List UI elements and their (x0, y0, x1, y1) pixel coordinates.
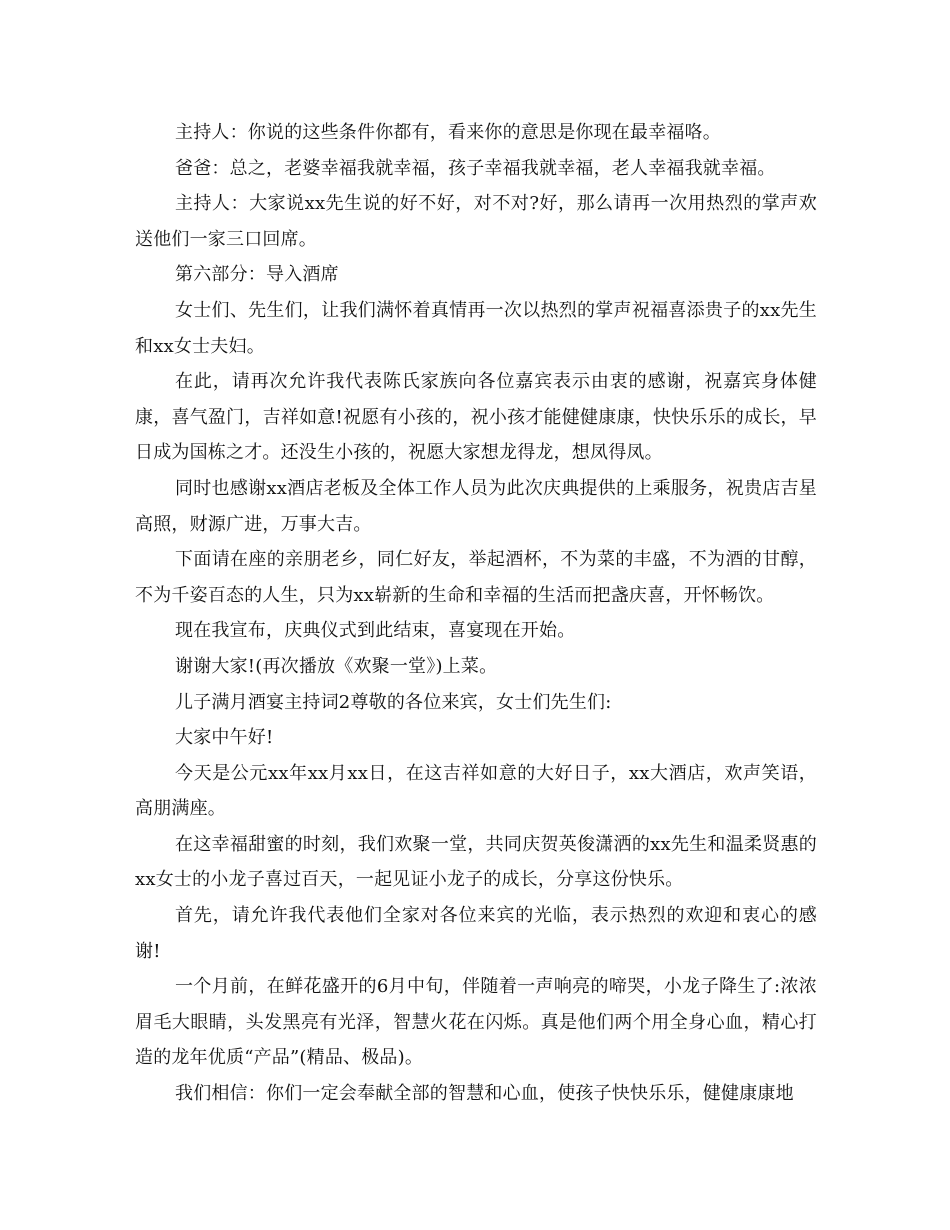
paragraph: 大家中午好! (175, 727, 274, 749)
document-body (135, 115, 817, 1112)
paragraph: 在此，请再次允许我代表陈氏家族向各位嘉宾表示由衷的感谢，祝嘉宾身体健康，喜气盈门，吉祥如意!祝愿有小孩的，祝小孩才能健健康康，快快乐乐的成长，早日成为国栋之才。还没生小孩的，祝愿大家想龙得龙，想凤得凤。 (135, 371, 817, 464)
paragraph: 主持人：你说的这些条件你都有，看来你的意思是你现在最幸福咯。 (175, 122, 721, 143)
paragraph: 我们相信：你们一定会奉献全部的智慧和心血，使孩子快快乐乐，健健康康地 (175, 1083, 794, 1105)
paragraph: 谢谢大家!(再次播放《欢聚一堂》)上菜。 (175, 655, 498, 677)
paragraph: 在这幸福甜蜜的时刻，我们欢聚一堂，共同庆贺英俊潇洒的xx先生和温柔贤惠的xx女士的小龙子喜过百天，一起见证小龙子的成长，分享这份快乐。 (135, 833, 817, 891)
paragraph: 首先，请允许我代表他们全家对各位来宾的光临，表示热烈的欢迎和衷心的感谢! (135, 905, 817, 962)
paragraph: 现在我宣布，庆典仪式到此结束，喜宴现在开始。 (175, 620, 576, 642)
paragraph: 女士们、先生们，让我们满怀着真情再一次以热烈的掌声祝福喜添贵子的xx先生和xx女士夫妇。 (135, 299, 817, 357)
paragraph: 同时也感谢xx酒店老板及全体工作人员为此次庆典提供的上乘服务，祝贵店吉星高照，财源广进，万事大吉。 (135, 477, 817, 535)
paragraph: 爸爸：总之，老婆幸福我就幸福，孩子幸福我就幸福，老人幸福我就幸福。 (175, 157, 776, 179)
paragraph: 一个月前，在鲜花盛开的6月中旬，伴随着一声响亮的啼哭，小龙子降生了:浓浓眉毛大眼睛，头发黑亮有光泽，智慧火花在闪烁。真是他们两个用全身心血，精心打造的龙年优质“产品”(精品、极品)。 (135, 976, 817, 1069)
paragraph: 下面请在座的亲朋老乡，同仁好友，举起酒杯，不为菜的丰盛，不为酒的甘醇，不为千姿百态的人生，只为xx崭新的生命和幸福的生活而把盏庆喜，开怀畅饮。 (135, 549, 817, 606)
section-heading: 第六部分：导入酒席 (175, 264, 339, 286)
paragraph: 今天是公元xx年xx月xx日，在这吉祥如意的大好日子，xx大酒店，欢声笑语，高朋满座。 (135, 762, 817, 820)
paragraph: 主持人：大家说xx先生说的好不好，对不对?好，那么请再一次用热烈的掌声欢送他们一家三口回席。 (135, 193, 817, 250)
paragraph: 儿子满月酒宴主持词2尊敬的各位来宾，女士们先生们: (175, 691, 612, 713)
